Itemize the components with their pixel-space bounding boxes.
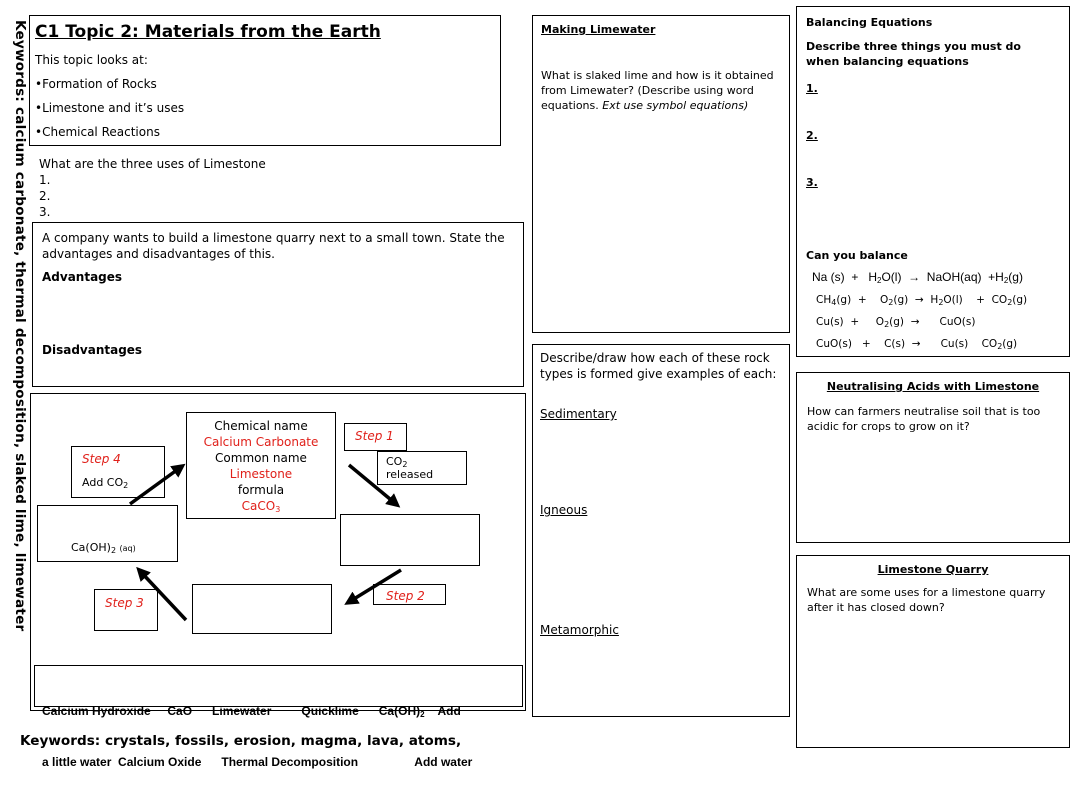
advantages-label: Advantages <box>42 270 123 284</box>
equation-1 <box>812 270 1023 284</box>
equation-3 <box>816 316 975 328</box>
side-keywords-text: Keywords: calcium carbonate, thermal decomposition, slaked lime, limewater <box>12 20 28 632</box>
quarry-question-text: A company wants to build a limestone quarry next to a small town. State the advantages and disadvantages of this. <box>42 231 505 261</box>
limewater-ext-text: Ext use symbol equations) <box>598 99 749 112</box>
uses-question: What are the three uses of Limestone <box>39 157 266 171</box>
eq2-b-sub: 2 <box>888 298 894 307</box>
bottom-keywords: Keywords: crystals, fossils, erosion, magma, lava, atoms, <box>20 733 462 749</box>
formula-label: formula <box>237 483 285 497</box>
common-name-value: Limestone <box>229 467 293 481</box>
arrow-icon: → <box>910 316 920 328</box>
word-bank-line-1-end: Add <box>424 704 461 718</box>
rock-type-metamorphic: Metamorphic <box>540 623 619 637</box>
eq3-c: CuO(s) <box>919 316 976 328</box>
disadvantages-label: Disadvantages <box>42 343 143 357</box>
step-3-text: Step 3 <box>105 596 144 610</box>
eq2-d-sub: 2 <box>938 298 944 307</box>
caoh-sub: 2 <box>110 546 117 555</box>
balancing-box <box>796 6 1070 357</box>
arrow-step-4 <box>130 467 181 504</box>
side-keywords <box>8 20 28 632</box>
step-2-text: Step 2 <box>386 589 425 603</box>
neutralising-question: How can farmers neutralise soil that is too acidic for crops to grow on it? <box>807 405 1041 433</box>
eq4-b: Cu(s) CO <box>920 338 998 350</box>
eq2-c: (g) <box>893 294 915 306</box>
arrow-step-2 <box>349 570 401 602</box>
limewater-question-text: What is slaked lime and how is it obtained from Limewater? (Describe using word equations. <box>541 69 774 112</box>
limewater-question <box>541 68 781 113</box>
arrow-icon: → <box>914 294 924 306</box>
balancing-number: 2. <box>806 129 818 142</box>
quarry-after-title: Limestone Quarry <box>877 563 989 576</box>
co2-post: released <box>386 468 434 481</box>
eq4-a: CuO(s) + C(s) <box>816 338 912 350</box>
quarry-question-box <box>32 222 524 387</box>
limewater-title: Making Limewater <box>541 23 656 36</box>
eq3-b: (g) <box>889 316 911 328</box>
eq2-a-sub: 4 <box>831 298 837 307</box>
uses-number: 1. <box>39 173 51 187</box>
topic-box <box>29 15 501 146</box>
balancing-number: 1. <box>806 82 818 95</box>
word-bank-line-1-text: Calcium Hydroxide CaO Limewater Quicklime Ca(OH) <box>42 704 421 718</box>
eq2-a: CH <box>816 294 832 306</box>
chemical-name-label: Chemical name <box>214 419 308 433</box>
rock-type-sedimentary: Sedimentary <box>540 407 617 421</box>
eq2-d: H <box>923 294 939 306</box>
arrow-icon: → <box>908 270 921 284</box>
word-bank-sub: 2 <box>420 710 425 719</box>
eq1-a: Na (s) + H <box>812 270 878 284</box>
neutralising-box <box>796 372 1070 543</box>
can-you-balance: Can you balance <box>806 249 908 262</box>
rocks-question: Describe/draw how each of these rock types is formed give examples of each: <box>540 351 777 381</box>
arrow-step-1 <box>349 465 396 504</box>
eq3-a: Cu(s) + O <box>816 316 885 328</box>
page-title: C1 Topic 2: Materials from the Earth <box>35 22 381 42</box>
topic-item: •Formation of Rocks <box>35 77 157 91</box>
eq4-b-sub: 2 <box>997 342 1003 351</box>
chemical-name-value: Calcium Carbonate <box>203 435 319 449</box>
neutralising-title: Neutralising Acids with Limestone <box>826 380 1040 393</box>
topic-item: •Chemical Reactions <box>35 125 160 139</box>
eq3-a-sub: 2 <box>884 320 890 329</box>
add-co2-pre: Add CO <box>82 476 124 489</box>
eq1-c-sub: 2 <box>1003 276 1009 285</box>
add-co2-sub: 2 <box>123 481 129 490</box>
formula-base: CaCO <box>241 499 276 513</box>
balancing-title: Balancing Equations <box>806 16 933 29</box>
eq4-c: (g) <box>1002 338 1018 350</box>
eq1-b: O(l) <box>881 270 909 284</box>
word-bank-line-1 <box>42 703 522 720</box>
caoh-state: (aq) <box>119 544 136 553</box>
eq2-f: (g) <box>1012 294 1028 306</box>
formula-sub: 3 <box>275 505 281 514</box>
arrow-step-3 <box>140 571 186 620</box>
uses-number: 3. <box>39 205 51 219</box>
topic-intro: This topic looks at: <box>35 53 148 67</box>
co2-sub: 2 <box>402 460 408 469</box>
rocks-box <box>532 344 790 717</box>
limewater-box <box>532 15 790 333</box>
uses-number: 2. <box>39 189 51 203</box>
topic-item: •Limestone and it’s uses <box>35 101 185 115</box>
balancing-number: 3. <box>806 176 818 189</box>
quarry-after-question: What are some uses for a limestone quarry after it has closed down? <box>807 586 1046 614</box>
balancing-question: Describe three things you must do when balancing equations <box>806 40 1021 68</box>
quarry-after-box <box>796 555 1070 748</box>
common-name-label: Common name <box>215 451 307 465</box>
word-bank-line-2: a little water Calcium Oxide Thermal Decomposition Add water <box>42 755 473 769</box>
eq2-e: O(l) + CO <box>943 294 1008 306</box>
caoh-pre: Ca(OH) <box>71 541 111 554</box>
eq1-c: NaOH(aq) +H <box>920 270 1004 284</box>
eq1-a-sub: 2 <box>877 276 882 285</box>
arrow-icon: → <box>911 338 921 350</box>
step-1-text: Step 1 <box>355 429 394 443</box>
rock-type-igneous: Igneous <box>540 503 588 517</box>
equation-2 <box>816 294 1027 306</box>
equation-4 <box>816 338 1017 350</box>
eq2-e-sub: 2 <box>1007 298 1013 307</box>
co2-pre: CO <box>386 455 403 468</box>
eq2-b: (g) + O <box>836 294 889 306</box>
step-4-text: Step 4 <box>82 452 121 466</box>
eq1-d: (g) <box>1008 270 1023 284</box>
